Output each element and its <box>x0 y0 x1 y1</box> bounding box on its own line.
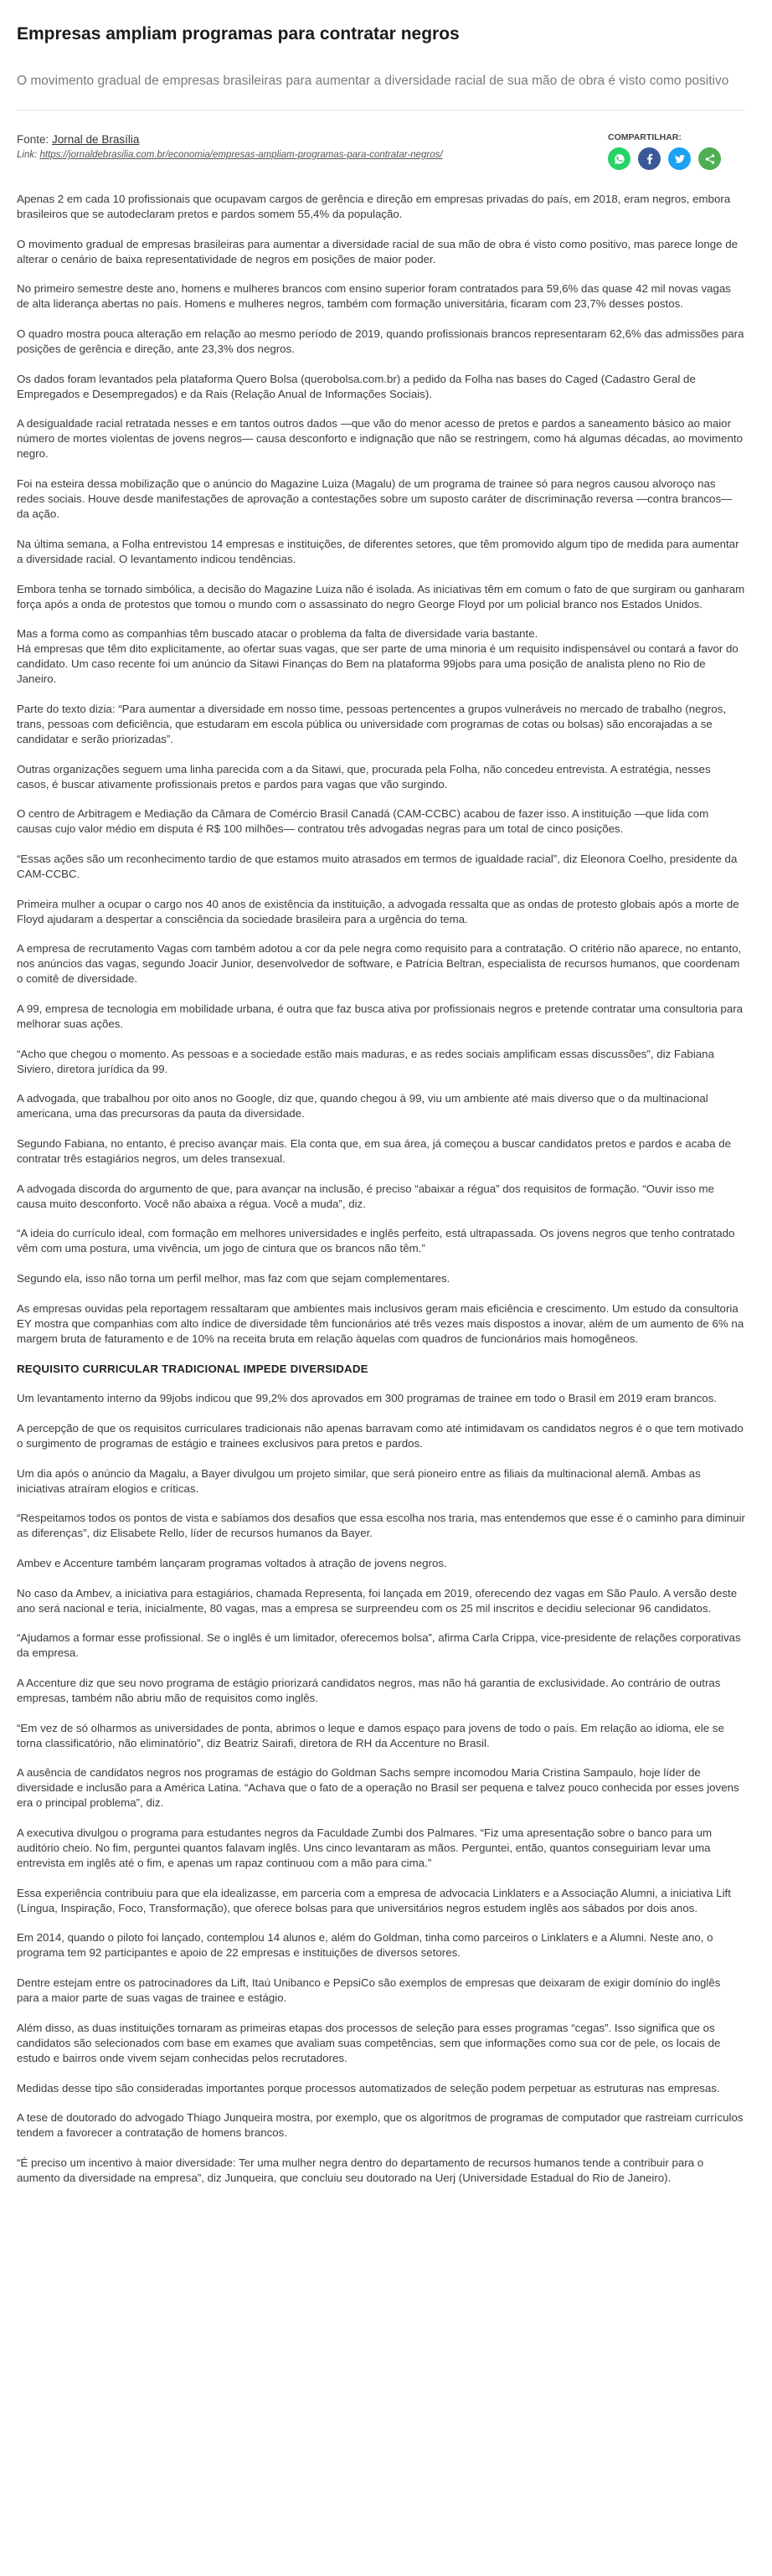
article-paragraph: Em 2014, quando o piloto foi lançado, contemplou 14 alunos e, além do Goldman, tinha como parceiros o Linklaters e a Alumni. Neste ano, o programa tem 92 participantes e apoio de 22 empresas e instituições de diversos setores. <box>17 1931 713 1960</box>
article-subtitle: O movimento gradual de empresas brasileiras para aumentar a diversidade racial de sua mão de obra é visto como positivo <box>17 74 729 88</box>
twitter-share-button[interactable] <box>668 147 691 170</box>
article-paragraph: Um dia após o anúncio da Magalu, a Bayer divulgou um projeto similar, que será pioneiro entre as filiais da multinacional alemã. Ambas as iniciativas atraíram elogios e críticas. <box>17 1466 701 1495</box>
article-meta <box>17 132 745 170</box>
source-link[interactable]: Jornal de Brasília <box>52 133 140 146</box>
article-paragraph: “Em vez de só olharmos as universidades de ponta, abrimos o leque e damos espaço para jovens de todo o país. Em relação ao idioma, ele se torna classificatório, não eliminatório”, diz Beatriz Sairafi, diretora de RH da Accenture no Brasil. <box>17 1721 724 1749</box>
article-paragraph: A advogada discorda do argumento de que, para avançar na inclusão, é preciso “abaixar a régua” dos requisitos de formação. “Ouvir isso me causa muito desconforto. Você não abaixa a régua. Você a muda”, diz. <box>17 1182 715 1210</box>
article-paragraph: O centro de Arbitragem e Mediação da Câmara de Comércio Brasil Canadá (CAM-CCBC) acabou de fazer isso. A instituição —que lida com causas cujo valor médio em disputa é R$ 100 milhões— contratou três advogadas negras para um total de cinco posições. <box>17 807 709 836</box>
article-paragraph: Medidas desse tipo são consideradas importantes porque processos automatizados de seleção podem perpetuar as estruturas nas empresas. <box>17 2081 720 2094</box>
header-divider <box>17 110 745 111</box>
article-paragraph: A advogada, que trabalhou por oito anos no Google, diz que, quando chegou à 99, viu um ambiente até mais diverso que o da multinacional americana, uma das precursoras da pauta da diversidade. <box>17 1092 708 1121</box>
source-block <box>17 132 443 162</box>
article-paragraph: Segundo ela, isso não torna um perfil melhor, mas faz com que sejam complementares. <box>17 1272 450 1285</box>
article-paragraph: “Essas ações são um reconhecimento tardio de que estamos muito atrasados em termos de igualdade racial”, diz Eleonora Coelho, presidente da CAM-CCBC. <box>17 852 738 880</box>
link-prefix: Link: <box>17 150 40 160</box>
article-paragraph: Um levantamento interno da 99jobs indicou que 99,2% dos aprovados em 300 programas de trainee em todo o Brasil em 2019 eram brancos. <box>17 1392 717 1405</box>
article-paragraph: Além disso, as duas instituições tornaram as primeiras etapas dos processos de seleção para esses programas “cegas”. Isso significa que os candidatos são selecionados com base em exames que avaliam suas competências, sem que informações como sua cor de pele, os locais de estudo e bairros onde vivem sejam conhecidas pelos recrutadores. <box>17 2021 721 2064</box>
article-paragraph: Parte do texto dizia: “Para aumentar a diversidade em nosso time, pessoas pertencentes a grupos vulneráveis no mercado de trabalho (negros, trans, pessoas com deficiência, que estudaram em escola pública ou universidade com programas de cotas ou bolsas) são encorajadas a se candidatar e serão priorizadas”. <box>17 702 727 745</box>
twitter-icon <box>674 153 686 165</box>
share-buttons <box>608 147 742 170</box>
article-paragraph: No caso da Ambev, a iniciativa para estagiários, chamada Representa, foi lançada em 2019, oferecendo dez vagas em São Paulo. A versão deste ano será nacional e teria, inicialmente, 80 vagas, mas a empresa se surpreendeu com os 25 mil inscritos e decidiu selecionar 96 candidatos. <box>17 1586 738 1615</box>
whatsapp-icon <box>614 153 625 165</box>
section-heading: REQUISITO CURRICULAR TRADICIONAL IMPEDE DIVERSIDADE <box>17 1362 368 1375</box>
article-paragraph: A 99, empresa de tecnologia em mobilidade urbana, é outra que faz busca ativa por profissionais negros e pretende contratar uma consultoria para melhorar suas ações. <box>17 1002 744 1030</box>
article-paragraph: A executiva divulgou o programa para estudantes negros da Faculdade Zumbi dos Palmares. “Fiz uma apresentação sobre o banco para um auditório cheio. No fim, perguntei quantos falavam inglês. Uns cinco levantaram as mãos. Perguntei, então, quantos conseguiriam levar uma entrevista em inglês até o fim, e apenas um rapaz continuou com a mão para cima.” <box>17 1826 713 1870</box>
article-paragraph: Segundo Fabiana, no entanto, é preciso avançar mais. Ela conta que, em sua área, já começou a buscar candidatos pretos e pardos e acaba de contratar três estagiários negros, um deles transexual. <box>17 1137 732 1166</box>
article-paragraph: “Respeitamos todos os pontos de vista e sabíamos dos desafios que essa escolha nos traria, mas entendemos que esse é o caminho para diminuir as diferenças”, diz Elisabete Rello, líder de recursos humanos da Bayer. <box>17 1512 745 1540</box>
facebook-icon <box>644 153 656 165</box>
article-paragraph: Ambev e Accenture também lançaram programas voltados à atração de jovens negros. <box>17 1556 447 1569</box>
article-paragraph: Primeira mulher a ocupar o cargo nos 40 anos de existência da instituição, a advogada ressalta que as ondas de protesto globais após a morte de Floyd ajudaram a despertar a consciência da sociedade brasileira para a urgência do tema. <box>17 897 739 925</box>
article-paragraph: “É preciso um incentivo à maior diversidade: Ter uma mulher negra dentro do departamento de recursos humanos tende a contribuir para o aumento da diversidade na empresa”, diz Junqueira, que concluiu seu doutorado na Uerj (Universidade Estadual do Rio de Janeiro). <box>17 2156 704 2184</box>
share-icon <box>704 153 716 165</box>
article-paragraph: Mas a forma como as companhias têm buscado atacar o problema da falta de diversidade varia bastante. Há empresas que têm dito explicitamente, ao ofertar suas vagas, que ser parte de uma minoria é um requisito indispensável ou contará a favor do candidato. Um caso recente foi um anúncio da Sitawi Finanças do Bem na plataforma 99jobs para uma posição de analista pleno no Rio de Janeiro. <box>17 627 739 686</box>
article-paragraph: A empresa de recrutamento Vagas com também adotou a cor da pele negra como requisito para a contratação. O critério não aparece, no entanto, nos anúncios das vagas, segundo Joacir Junior, desenvolvedor de software, e Patrícia Beltran, especialista de recursos humanos, que coordenam o comitê de diversidade. <box>17 942 742 986</box>
article-paragraph: No primeiro semestre deste ano, homens e mulheres brancos com ensino superior foram contratados para 59,6% das quase 42 mil novas vagas de alta liderança abertas no país. Homens e mulheres negros, também com formação universitária, ficaram com 23,7% desses postos. <box>17 282 731 311</box>
article-paragraph: A ausência de candidatos negros nos programas de estágio do Goldman Sachs sempre incomodou Maria Cristina Sampaulo, hoje líder de diversidade e inclusão para a América Latina. “Achava que o fato de a operação no Brasil ser pequena e talvez pouco conhecida por esses jovens era o principal problema”, diz. <box>17 1766 739 1810</box>
article-paragraph: “A ideia do currículo ideal, com formação em melhores universidades e inglês perfeito, está ultrapassada. Os jovens negros que tenho contratado vêm com uma postura, uma vivência, um jogo de cintura que os brancos não têm.” <box>17 1227 735 1255</box>
share-label: COMPARTILHAR: <box>608 132 682 142</box>
article-paragraph: Outras organizações seguem uma linha parecida com a da Sitawi, que, procurada pela Folha, não concedeu entrevista. A estratégia, nesses casos, é buscar ativamente profissionais pretos e pardos para vagas que vão surgindo. <box>17 762 711 791</box>
article-title: Empresas ampliam programas para contratar negros <box>17 24 460 44</box>
article-body <box>17 192 745 2186</box>
article-paragraph: A Accenture diz que seu novo programa de estágio priorizará candidatos negros, mas não há garantia de exclusividade. Ao contrário de outras empresas, também não abriu mão de requisitos como inglês. <box>17 1677 721 1704</box>
article-url-link[interactable]: https://jornaldebrasilia.com.br/economia/empresas-ampliam-programas-para-contratar-negros/ <box>39 150 443 160</box>
article-paragraph: A desigualdade racial retratada nesses e em tantos outros dados —que vão do menor acesso de pretos e pardos a saneamento básico ao maior número de mortes violentas de jovens negros— causa desconforto e indignação que não se restringem, como há algumas décadas, ao movimento negro. <box>17 417 744 461</box>
article-paragraph: Embora tenha se tornado simbólica, a decisão do Magazine Luiza não é isolada. As iniciativas têm em comum o fato de que surgiram ou ganharam força após a onda de protestos que tomou o mundo com o assassinato do negro George Floyd por um policial branco nos Estados Unidos. <box>17 582 745 611</box>
article-paragraph: Foi na esteira dessa mobilização que o anúncio do Magazine Luiza (Magalu) de um programa de trainee só para negros causou alvoroço nas redes sociais. Houve desde manifestações de aprovação a contestações sobre um suposto caráter de discriminação reversa —contra brancos— da ação. <box>17 477 733 521</box>
article-paragraphs-part-2 <box>17 1391 745 2186</box>
article-paragraphs-part-1 <box>17 192 745 1347</box>
article-paragraph: Na última semana, a Folha entrevistou 14 empresas e instituições, de diferentes setores, que têm promovido algum tipo de medida para aumentar a diversidade racial. O levantamento indicou tendências. <box>17 537 739 565</box>
source-prefix: Fonte: <box>17 133 53 146</box>
article-paragraph: Dentre estejam entre os patrocinadores da Lift, Itaú Unibanco e PepsiCo são exemplos de empresas que deixaram de exigir domínio do inglês para a maior parte de suas vagas de trainee e estágio. <box>17 1976 721 2005</box>
share-block <box>608 132 745 170</box>
article-paragraph: O movimento gradual de empresas brasileiras para aumentar a diversidade racial de sua mão de obra é visto como positivo, mas parece longe de alterar o cenário de baixa representatividade de negros em posições de maior poder. <box>17 237 739 265</box>
article-paragraph: O quadro mostra pouca alteração em relação ao mesmo período de 2019, quando profissionais brancos representaram 62,6% das admissões para posições de gerência e direção, ante 23,3% dos negros. <box>17 327 744 356</box>
article-paragraph: “Ajudamos a formar esse profissional. Se o inglês é um limitador, oferecemos bolsa”, afirma Carla Crippa, vice-presidente de relações corporativas da empresa. <box>17 1631 741 1660</box>
article-paragraph: A tese de doutorado do advogado Thiago Junqueira mostra, por exemplo, que os algoritmos de programas de computador que rastreiam currículos tendem a favorecer a contratação de homens brancos. <box>17 2111 744 2140</box>
article-paragraph: Apenas 2 em cada 10 profissionais que ocupavam cargos de gerência e direção em empresas privadas do país, em 2018, eram negros, embora brasileiros que se autodeclaram pretos e pardos somem 55,4% da população. <box>17 193 731 220</box>
article-paragraph: Essa experiência contribuiu para que ela idealizasse, em parceria com a empresa de advocacia Linklaters e a Associação Alumni, a iniciativa Lift (Língua, Inspiração, Foco, Transformação), que oferece bolsas para que universitários negros estudem inglês aos sábados por dois anos. <box>17 1886 731 1914</box>
article-paragraph: A percepção de que os requisitos curriculares tradicionais não apenas barravam como até intimidavam os candidatos negros é o que tem motivado o surgimento de programas de estágio e trainees exclusivos para pretos e pardos. <box>17 1421 744 1450</box>
article-paragraph: “Acho que chegou o momento. As pessoas e a sociedade estão mais maduras, e as redes sociais amplificam essas discussões”, diz Fabiana Siviero, diretora jurídica da 99. <box>17 1047 714 1075</box>
article-paragraph: Os dados foram levantados pela plataforma Quero Bolsa (querobolsa.com.br) a pedido da Folha nas bases do Caged (Cadastro Geral de Empregados e Desempregados) e da Rais (Relação Anual de Informações Sociais). <box>17 372 696 400</box>
article-paragraph: As empresas ouvidas pela reportagem ressaltaram que ambientes mais inclusivos geram mais eficiência e crescimento. Um estudo da consultoria EY mostra que companhias com alto índice de diversidade têm funcionários até três vezes mais dispostos a inovar, além de um aumento de 6% na margem bruta de faturamento e de 10% na receita bruta em relação àquelas com quadros de funcionários mais homogêneos. <box>17 1301 744 1345</box>
facebook-share-button[interactable] <box>638 147 661 170</box>
whatsapp-share-button[interactable] <box>608 147 630 170</box>
generic-share-button[interactable] <box>698 147 721 170</box>
